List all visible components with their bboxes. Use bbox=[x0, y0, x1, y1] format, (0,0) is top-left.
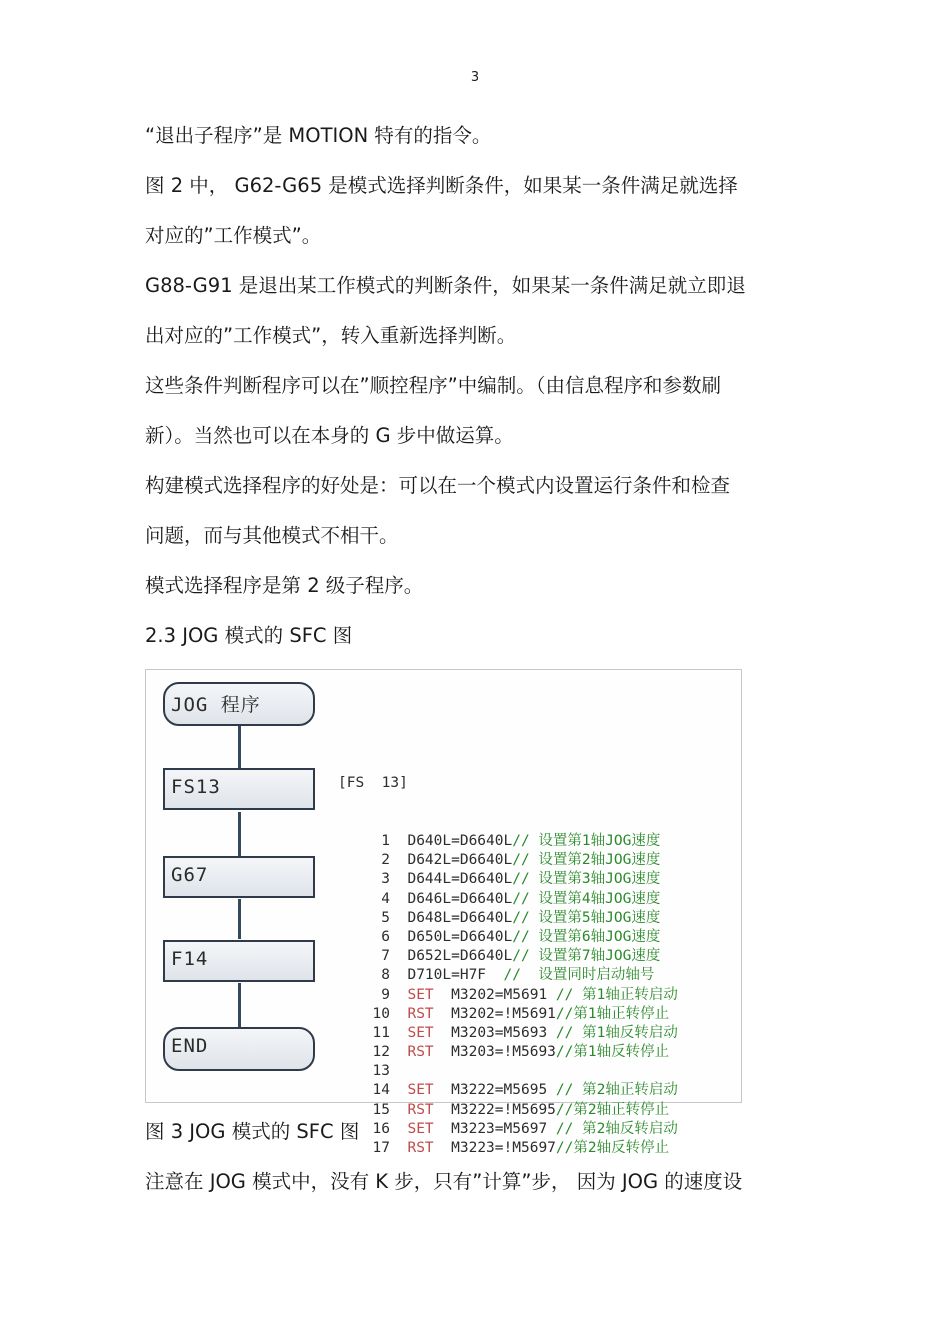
sfc-end-block: END bbox=[163, 1027, 315, 1071]
code-keyword: SET bbox=[407, 1024, 434, 1041]
code-line bbox=[338, 1024, 678, 1043]
line-number: 7 bbox=[381, 948, 390, 965]
code-comment: // 设置第4轴JOG速度 bbox=[512, 890, 661, 907]
code-comment: // 第1轴正转启动 bbox=[547, 986, 678, 1003]
line-number: 13 bbox=[372, 1063, 390, 1080]
line-number: 15 bbox=[372, 1101, 390, 1118]
paragraph-1: “退出子程序”是 MOTION 特有的指令。 bbox=[145, 124, 492, 147]
code-comment: // 设置第5轴JOG速度 bbox=[512, 909, 661, 926]
code-comment: // 设置第6轴JOG速度 bbox=[512, 928, 661, 945]
code-header: [FS 13] bbox=[338, 775, 408, 792]
code-comment: // 设置第7轴JOG速度 bbox=[512, 948, 661, 965]
line-number: 5 bbox=[381, 909, 390, 926]
line-number: 6 bbox=[381, 928, 390, 945]
code-statement: D642L=D6640L bbox=[407, 852, 513, 869]
page-number: 3 bbox=[470, 70, 480, 85]
code-line bbox=[338, 909, 678, 928]
code-comment: // 第2轴正转启动 bbox=[547, 1082, 678, 1099]
code-statement: D650L=D6640L bbox=[407, 928, 513, 945]
code-statement: M3203=M5693 bbox=[451, 1024, 548, 1041]
code-keyword: SET bbox=[407, 1120, 434, 1137]
paragraph-after-caption: 注意在 JOG 模式中，没有 K 步，只有”计算”步， 因为 JOG 的速度设 bbox=[145, 1170, 743, 1193]
code-comment: //第2轴反转停止 bbox=[555, 1140, 670, 1156]
code-keyword: RST bbox=[407, 1101, 434, 1118]
paragraph-8: 构建模式选择程序的好处是：可以在一个模式内设置运行条件和检查 bbox=[145, 474, 731, 497]
code-statement: M3222=!M5695 bbox=[451, 1101, 556, 1118]
code-statement: D648L=D6640L bbox=[407, 909, 513, 926]
code-line bbox=[338, 1062, 678, 1081]
code-line bbox=[338, 890, 678, 909]
paragraph-7: 新）。当然也可以在本身的 G 步中做运算。 bbox=[145, 424, 514, 447]
code-keyword: RST bbox=[407, 1044, 434, 1061]
paragraph-10: 模式选择程序是第 2 级子程序。 bbox=[145, 574, 424, 597]
line-number: 3 bbox=[381, 871, 390, 888]
line-number: 16 bbox=[372, 1120, 390, 1137]
code-comment: // 设置第2轴JOG速度 bbox=[512, 852, 661, 869]
code-line bbox=[338, 832, 678, 851]
line-number: 12 bbox=[372, 1044, 390, 1061]
paragraph-2: 图 2 中， G62-G65 是模式选择判断条件，如果某一条件满足就选择 bbox=[145, 174, 738, 197]
paragraph-6: 这些条件判断程序可以在”顺控程序”中编制。（由信息程序和参数刷 bbox=[145, 374, 721, 397]
sfc-connector bbox=[238, 983, 241, 1027]
code-line bbox=[338, 1081, 678, 1100]
code-line bbox=[338, 851, 678, 870]
code-statement: M3203=!M5693 bbox=[451, 1044, 556, 1061]
code-keyword: SET bbox=[407, 986, 434, 1003]
code-statement: D644L=D6640L bbox=[407, 871, 513, 888]
code-comment: // 设置第1轴JOG速度 bbox=[512, 833, 661, 849]
sfc-step-f14: F14 bbox=[163, 940, 315, 982]
sfc-connector bbox=[238, 726, 241, 768]
code-statement: D652L=D6640L bbox=[407, 948, 513, 965]
code-line bbox=[338, 1005, 678, 1024]
line-number: 14 bbox=[372, 1082, 390, 1099]
paragraph-4: G88-G91 是退出某工作模式的判断条件，如果某一条件满足就立即退 bbox=[145, 274, 746, 297]
code-line bbox=[338, 870, 678, 889]
line-number: 17 bbox=[372, 1140, 390, 1156]
line-number: 4 bbox=[381, 890, 390, 907]
sfc-step-g67: G67 bbox=[163, 856, 315, 898]
code-statement: D710L=H7F bbox=[407, 967, 504, 984]
section-heading: 2.3 JOG 模式的 SFC 图 bbox=[145, 624, 353, 647]
line-number: 10 bbox=[372, 1005, 390, 1022]
code-statement: M3222=M5695 bbox=[451, 1082, 548, 1099]
line-number: 1 bbox=[381, 833, 390, 849]
sfc-start-block: JOG 程序 bbox=[163, 682, 315, 726]
code-statement: M3223=!M5697 bbox=[451, 1140, 556, 1156]
code-comment: // 设置第3轴JOG速度 bbox=[512, 871, 661, 888]
sfc-step-fs13: FS13 bbox=[163, 768, 315, 810]
code-comment: // 第2轴反转启动 bbox=[547, 1120, 678, 1137]
paragraph-3: 对应的”工作模式”。 bbox=[145, 224, 322, 247]
sfc-connector bbox=[238, 899, 241, 939]
code-line bbox=[338, 1043, 678, 1062]
line-number: 11 bbox=[372, 1024, 390, 1041]
code-statement: M3202=!M5691 bbox=[451, 1005, 556, 1022]
figure-caption: 图 3 JOG 模式的 SFC 图 bbox=[145, 1120, 360, 1143]
code-comment: //第2轴正转停止 bbox=[555, 1101, 670, 1118]
code-keyword: SET bbox=[407, 1082, 434, 1099]
code-statement: D640L=D6640L bbox=[407, 833, 513, 849]
line-number: 2 bbox=[381, 852, 390, 869]
line-number: 9 bbox=[381, 986, 390, 1003]
code-line bbox=[338, 928, 678, 947]
code-line bbox=[338, 986, 678, 1005]
sfc-connector bbox=[238, 812, 241, 856]
code-comment: //第1轴正转停止 bbox=[555, 1005, 670, 1022]
code-statement: D646L=D6640L bbox=[407, 890, 513, 907]
code-comment: // 设置同时启动轴号 bbox=[503, 967, 655, 984]
line-number: 8 bbox=[381, 967, 390, 984]
paragraph-9: 问题，而与其他模式不相干。 bbox=[145, 524, 399, 547]
code-keyword: RST bbox=[407, 1005, 434, 1022]
code-comment: //第1轴反转停止 bbox=[555, 1044, 670, 1061]
code-line bbox=[338, 947, 678, 966]
code-statement: M3223=M5697 bbox=[451, 1120, 548, 1137]
code-comment: // 第1轴反转启动 bbox=[547, 1024, 678, 1041]
code-keyword: RST bbox=[407, 1140, 434, 1156]
paragraph-5: 出对应的”工作模式”，转入重新选择判断。 bbox=[145, 324, 517, 347]
code-line bbox=[338, 966, 678, 985]
code-statement: M3202=M5691 bbox=[451, 986, 548, 1003]
